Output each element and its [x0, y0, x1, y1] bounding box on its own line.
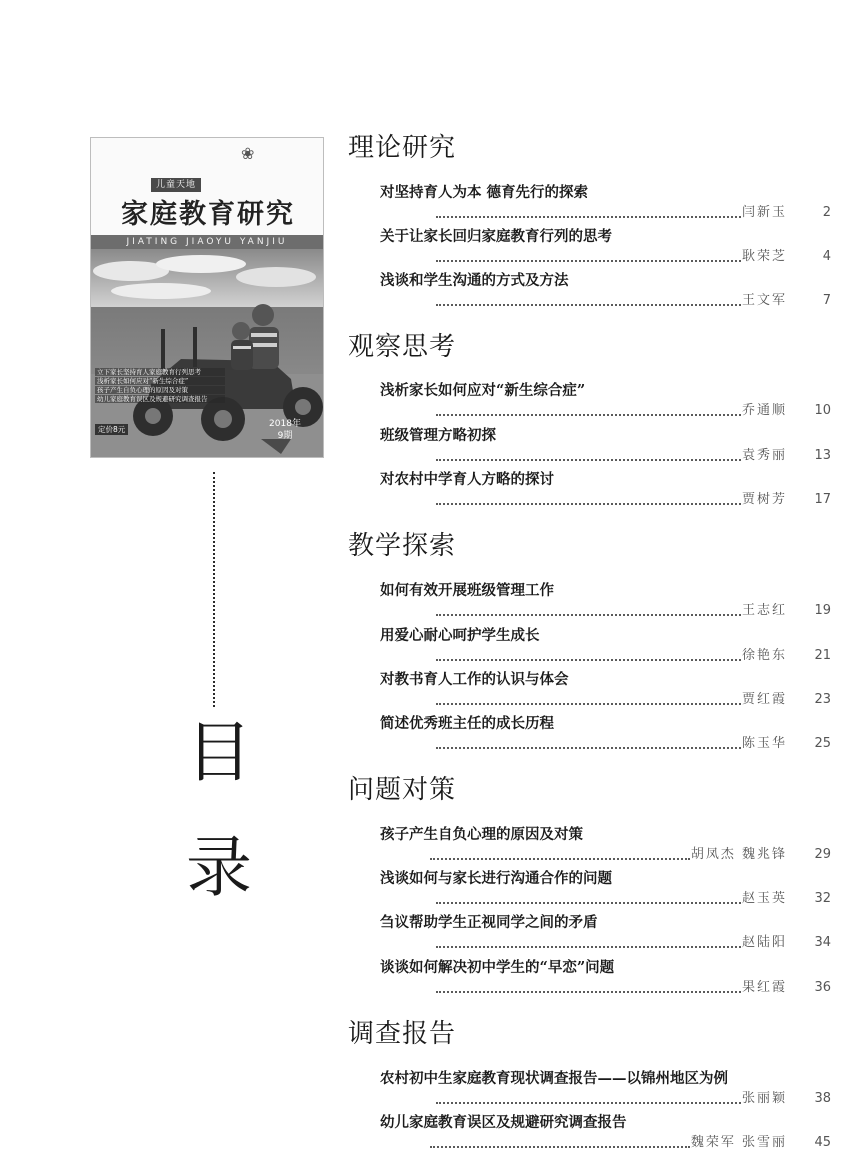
toc-entry-leader: [436, 601, 831, 621]
cover-issue-number: 9期: [277, 431, 293, 441]
toc-entry-leader: [436, 247, 831, 267]
section-title: 问题对策: [348, 775, 457, 805]
toc-entry-author: 贾树芳: [741, 492, 787, 507]
dot-leader: [436, 414, 741, 416]
toc-entry-page: 23: [814, 692, 831, 707]
cover-issue: [261, 418, 309, 442]
toc-entry-page: 2: [822, 205, 831, 220]
toc-entry-author: 果红霞: [741, 980, 787, 995]
dot-leader: [436, 459, 741, 461]
toc-entry-title[interactable]: 用爱心耐心呵护学生成长: [380, 627, 540, 644]
toc-entry-page: 34: [814, 935, 831, 950]
dot-leader: [436, 614, 741, 616]
dot-leader: [436, 260, 741, 262]
dot-leader: [430, 1146, 690, 1148]
bird-logo-icon: ❀: [241, 144, 255, 163]
cover-series-label: 儿童天地: [151, 178, 201, 192]
toc-entry-author: 徐艳东: [741, 648, 787, 663]
cover-price: 定价8元: [95, 424, 128, 435]
toc-entry-page: 38: [814, 1091, 831, 1106]
toc-entry-title[interactable]: 对农村中学育人方略的探讨: [380, 471, 554, 488]
section-title: 调查报告: [348, 1019, 457, 1049]
dot-leader: [436, 503, 741, 505]
toc-entry-title[interactable]: 幼儿家庭教育误区及规避研究调查报告: [380, 1114, 627, 1131]
toc-entry-author: 闫新玉: [741, 205, 787, 220]
dot-leader: [436, 1102, 741, 1104]
toc-entry-author: 胡凤杰 魏兆锋: [690, 847, 787, 862]
toc-entry-leader: [436, 1089, 831, 1109]
dot-leader: [430, 858, 690, 860]
section-title: 教学探索: [348, 531, 457, 561]
toc-entry-author: 赵玉英: [741, 891, 787, 906]
toc-entry-leader: [436, 734, 831, 754]
cover-title: 家庭教育研究: [121, 199, 295, 230]
cover-headline: 浅析家长如何应对“新生综合症”: [95, 377, 225, 385]
toc-entry-leader: [436, 933, 831, 953]
toc-entry-leader: [436, 291, 831, 311]
toc-entry-leader: [436, 690, 831, 710]
toc-entry-author: 袁秀丽: [741, 448, 787, 463]
toc-entry-leader: [436, 203, 831, 223]
dot-leader: [436, 747, 741, 749]
toc-entry-title[interactable]: 刍议帮助学生正视同学之间的矛盾: [380, 914, 598, 931]
toc-entry-title[interactable]: 谈谈如何解决初中学生的“早恋”问题: [380, 959, 615, 976]
cover-issue-year: 2018年: [269, 419, 301, 429]
toc-entry-leader: [436, 446, 831, 466]
toc-entry-page: 19: [814, 603, 831, 618]
contents-heading-char-1: 目: [186, 714, 252, 791]
toc-entry-page: 25: [814, 736, 831, 751]
toc-entry-title[interactable]: 浅谈如何与家长进行沟通合作的问题: [380, 870, 612, 887]
toc-entry-leader: [436, 646, 831, 666]
toc-entry-page: 29: [814, 847, 831, 862]
toc-entry-leader: [436, 401, 831, 421]
toc-entry-author: 张丽颖: [741, 1091, 787, 1106]
dot-leader: [436, 703, 741, 705]
toc-entry-title[interactable]: 孩子产生自负心理的原因及对策: [380, 826, 583, 843]
toc-entry-author: 魏荣军 张雪丽: [690, 1135, 787, 1150]
toc-entry-page: 10: [814, 403, 831, 418]
cover-headline: 孩子产生自负心理的原因及对策: [95, 386, 225, 394]
toc-entry-page: 32: [814, 891, 831, 906]
toc-entry-title[interactable]: 班级管理方略初探: [380, 427, 496, 444]
section-title: 观察思考: [348, 332, 457, 362]
toc-entry-leader: [430, 845, 831, 865]
cover-headline-list: [95, 368, 225, 404]
toc-entry-page: 13: [814, 448, 831, 463]
dot-leader: [436, 991, 741, 993]
toc-entry-title[interactable]: 关于让家长回归家庭教育行列的思考: [380, 228, 612, 245]
toc-entry-author: 赵陆阳: [741, 935, 787, 950]
toc-entry-leader: [436, 889, 831, 909]
toc-entry-author: 王文军: [741, 293, 787, 308]
toc-entry-leader: [430, 1133, 831, 1153]
toc-entry-author: 乔通顺: [741, 403, 787, 418]
toc-entry-title[interactable]: 对坚持育人为本 德育先行的探索: [380, 184, 589, 201]
toc-entry-title[interactable]: 对教书育人工作的认识与体会: [380, 671, 569, 688]
cover-pinyin: JIATING JIAOYU YANJIU: [91, 235, 323, 249]
dot-leader: [436, 216, 741, 218]
cover-headline: 幼儿家庭教育误区及规避研究调查报告: [95, 395, 225, 403]
toc-entry-page: 17: [814, 492, 831, 507]
toc-entry-title[interactable]: 浅谈和学生沟通的方式及方法: [380, 272, 569, 289]
toc-entry-title[interactable]: 农村初中生家庭教育现状调查报告——以锦州地区为例: [380, 1070, 728, 1087]
toc-entry-author: 贾红霞: [741, 692, 787, 707]
vertical-dotted-divider: [213, 472, 215, 707]
toc-entry-leader: [436, 490, 831, 510]
toc-entry-author: 王志红: [741, 603, 787, 618]
toc-entry-title[interactable]: 简述优秀班主任的成长历程: [380, 715, 554, 732]
toc-entry-page: 36: [814, 980, 831, 995]
cover-headline: 立下家长坚持育人家庭教育行列思考: [95, 368, 225, 376]
toc-entry-page: 7: [822, 293, 831, 308]
dot-leader: [436, 659, 741, 661]
magazine-cover: [90, 137, 324, 458]
dot-leader: [436, 902, 741, 904]
toc-entry-page: 45: [814, 1135, 831, 1150]
toc-entry-title[interactable]: 如何有效开展班级管理工作: [380, 582, 554, 599]
toc-entry-author: 耿荣芝: [741, 249, 787, 264]
dot-leader: [436, 304, 741, 306]
toc-entry-page: 21: [814, 648, 831, 663]
toc-entry-title[interactable]: 浅析家长如何应对“新生综合症”: [380, 382, 586, 399]
dot-leader: [436, 946, 741, 948]
section-title: 理论研究: [348, 133, 457, 163]
contents-heading-char-2: 录: [186, 829, 252, 906]
toc-entry-author: 陈玉华: [741, 736, 787, 751]
toc-entry-page: 4: [822, 249, 831, 264]
toc-entry-leader: [436, 978, 831, 998]
